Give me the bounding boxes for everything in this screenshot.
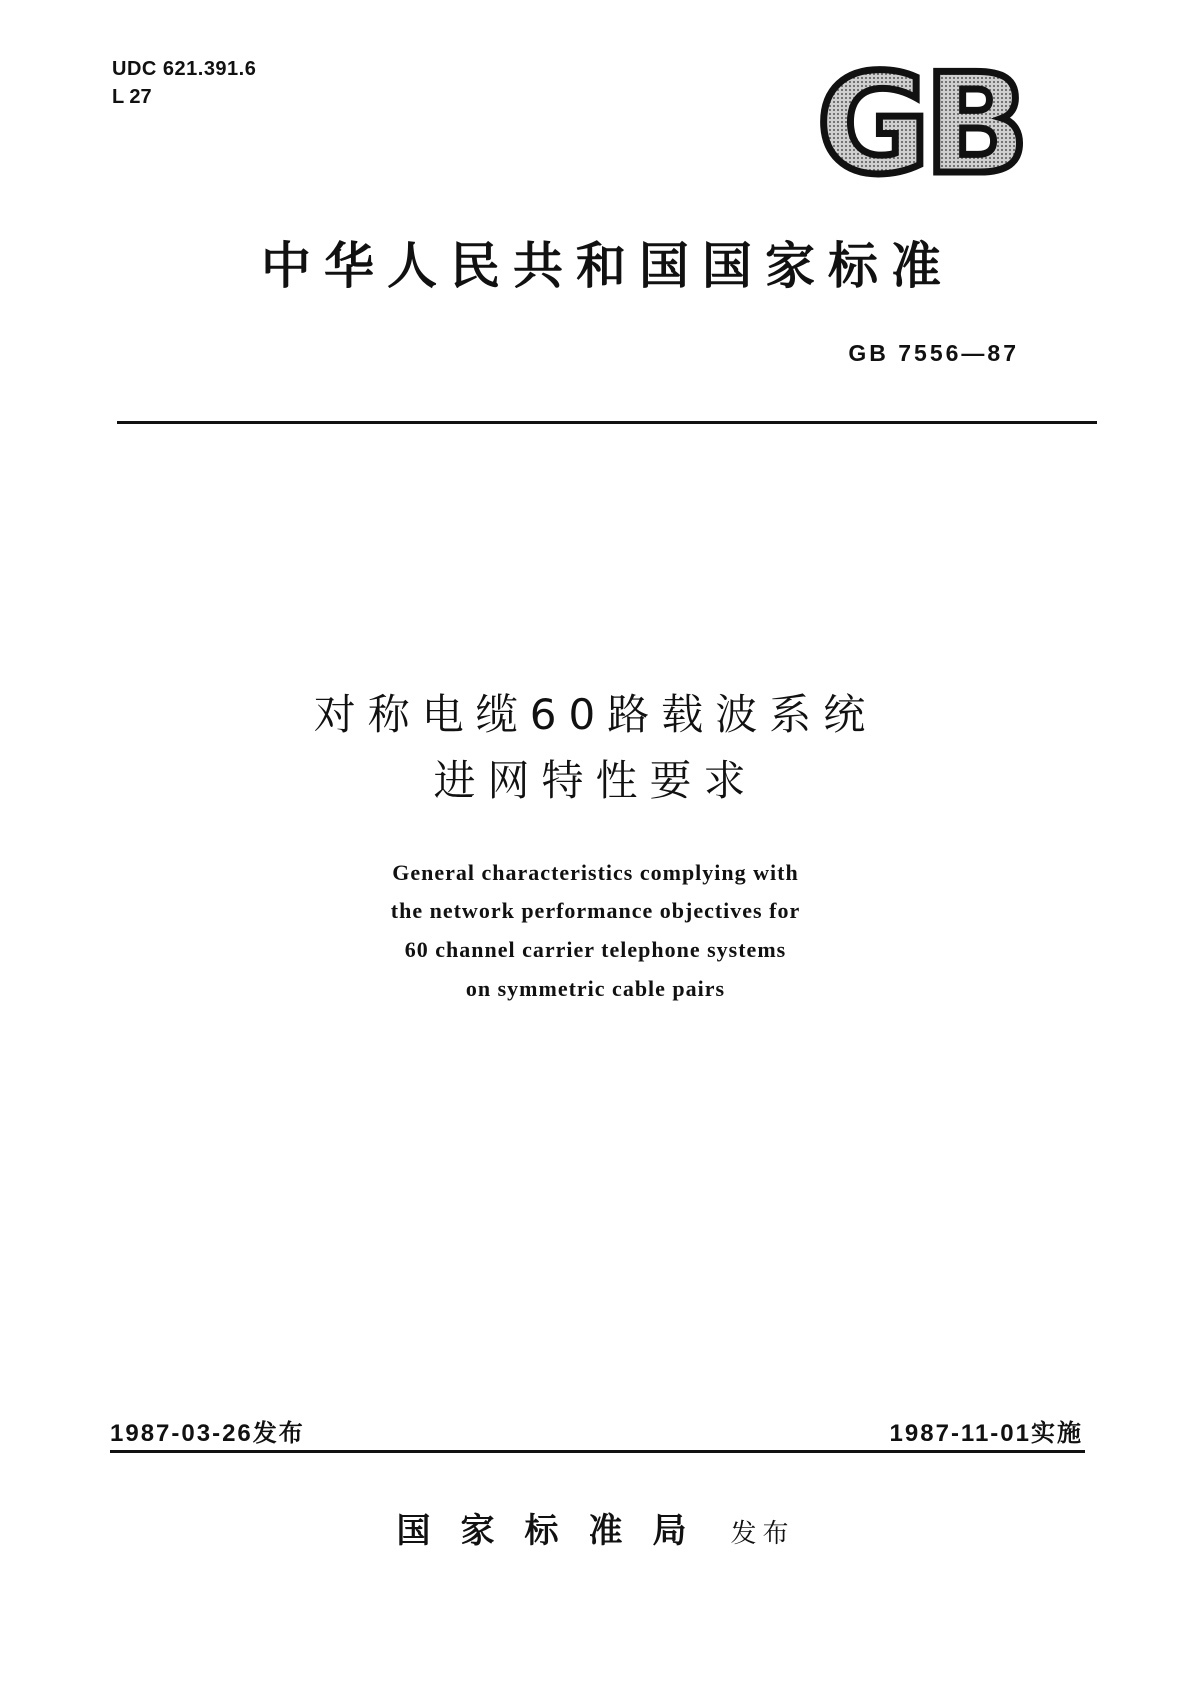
standard-number: GB 7556—87 bbox=[848, 340, 1019, 366]
title-en-line-2: the network performance objectives for bbox=[390, 898, 801, 923]
udc-code: UDC 621.391.6 bbox=[112, 58, 257, 80]
title-en-line-4: on symmetric cable pairs bbox=[465, 976, 726, 1001]
publisher-name: 国家标准局 bbox=[396, 1511, 717, 1551]
gb-logo bbox=[800, 60, 1040, 190]
svg-text:GB: GB bbox=[816, 60, 1024, 190]
effective-date: 1987-11-01实施 bbox=[889, 1420, 1083, 1447]
title-en-line-1: General characteristics complying with bbox=[392, 860, 799, 885]
issuing-organization-title: 中华人民共和国国家标准 bbox=[261, 237, 954, 295]
title-cn-line-1: 对称电缆60路载波系统 bbox=[313, 690, 878, 739]
issue-date: 1987-03-26发布 bbox=[110, 1420, 305, 1447]
bottom-divider bbox=[110, 1450, 1085, 1453]
publisher-line bbox=[0, 1503, 1191, 1552]
classification-code: L 27 bbox=[112, 86, 152, 108]
title-cn-line-2: 进网特性要求 bbox=[433, 756, 758, 805]
top-divider bbox=[117, 421, 1097, 424]
title-en-line-3: 60 channel carrier telephone systems bbox=[404, 937, 787, 962]
publisher-verb: 发布 bbox=[730, 1519, 795, 1549]
